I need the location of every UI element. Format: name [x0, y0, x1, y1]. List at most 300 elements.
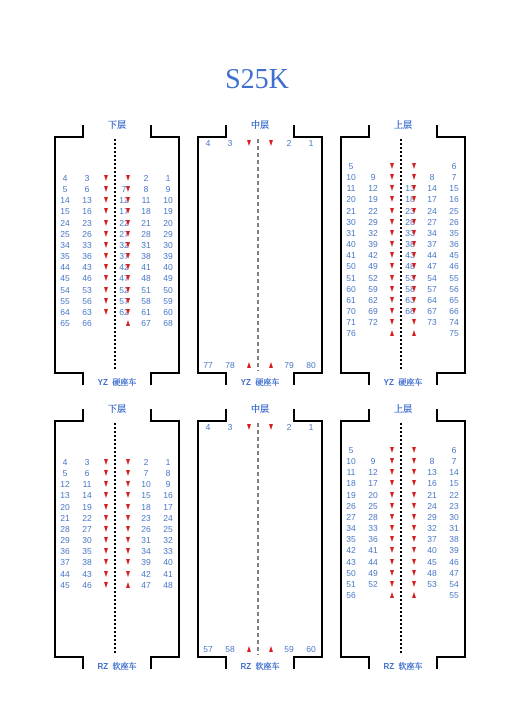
seat-number: 22 — [119, 217, 129, 228]
seat-number: 26 — [82, 228, 92, 239]
seat-row — [55, 557, 179, 568]
seat-number: 50 — [163, 284, 173, 295]
arrow-down-icon — [126, 504, 130, 510]
arrow-down-icon — [104, 470, 108, 476]
arrow-down-icon — [412, 297, 416, 303]
seat-number: 76 — [346, 328, 356, 339]
seat-number: 17 — [119, 206, 129, 217]
seat-number: 47 — [141, 579, 151, 590]
seat-number: 27 — [82, 523, 92, 534]
coach-panel — [55, 404, 179, 671]
seat-number: 7 — [451, 172, 457, 183]
seat-number: 60 — [163, 306, 173, 317]
arrow-down-icon — [126, 492, 130, 498]
seat-number: 23 — [141, 512, 151, 523]
seat-number: 36 — [449, 239, 459, 250]
seat-number: 5 — [348, 445, 354, 455]
seat-row — [341, 273, 465, 284]
seat-number: 5 — [348, 161, 354, 171]
seat-number: 3 — [84, 457, 90, 467]
seat-number: 68 — [163, 317, 173, 328]
coach-type-label: RZ 软座车 — [383, 662, 423, 671]
seat-row — [341, 467, 465, 478]
arrow-down-icon — [104, 275, 108, 281]
seat-number: 24 — [427, 205, 437, 216]
seat-row — [55, 285, 179, 296]
seat-number: 48 — [163, 579, 173, 590]
arrow-down-icon — [390, 503, 394, 509]
seat-number: 26 — [449, 216, 459, 227]
arrow-down-icon — [104, 197, 108, 203]
seat-number: 54 — [427, 272, 437, 283]
seat-row — [341, 217, 465, 228]
seat-number: 24 — [427, 500, 437, 511]
seat-number: 25 — [163, 523, 173, 534]
seat-number: 47 — [427, 261, 437, 272]
seat-row — [341, 328, 465, 339]
seat-row — [55, 546, 179, 557]
arrow-down-icon — [390, 174, 394, 180]
arrow-down-icon — [126, 231, 130, 237]
seat-number: 29 — [427, 511, 437, 522]
arrow-down-icon — [126, 220, 130, 226]
arrow-down-icon — [104, 492, 108, 498]
arrow-down-icon — [126, 275, 130, 281]
arrow-down-icon — [390, 185, 394, 191]
seat-number: 42 — [119, 262, 129, 273]
arrow-down-icon — [126, 186, 130, 192]
coach-outline — [198, 137, 322, 373]
seat-row — [341, 284, 465, 295]
seat-number: 10 — [163, 195, 173, 206]
seat-number: 2 — [286, 422, 292, 432]
seat-number: 20 — [60, 501, 70, 512]
seat-number: 56 — [82, 295, 92, 306]
deck-label: 上层 — [393, 404, 412, 414]
seat-number: 8 — [165, 468, 171, 479]
seat-number: 38 — [141, 251, 151, 262]
seat-number: 48 — [405, 261, 415, 272]
seat-number: 19 — [163, 206, 173, 217]
arrow-down-icon — [104, 208, 108, 214]
seat-number: 15 — [60, 206, 70, 217]
seat-number: 25 — [60, 228, 70, 239]
arrow-down-icon — [412, 319, 416, 325]
seat-number: 12 — [60, 479, 70, 490]
seat-number: 12 — [119, 195, 129, 206]
seat-number: 40 — [346, 239, 356, 250]
seat-number: 37 — [427, 239, 437, 250]
seat-row — [341, 183, 465, 194]
arrow-down-icon — [390, 536, 394, 542]
seat-number: 33 — [405, 227, 415, 238]
seat-number: 44 — [368, 556, 378, 567]
seat-number: 30 — [346, 216, 356, 227]
arrow-down-icon — [126, 459, 130, 465]
seat-number: 49 — [163, 273, 173, 284]
seat-number: 44 — [60, 568, 70, 579]
arrow-down-icon — [269, 424, 273, 430]
arrow-down-icon — [104, 175, 108, 181]
arrow-down-icon — [412, 174, 416, 180]
arrow-down-icon — [412, 208, 416, 214]
coach-panel — [198, 404, 322, 671]
seat-number: 55 — [449, 272, 459, 283]
seat-number: 75 — [449, 328, 459, 339]
seat-number: 16 — [163, 490, 173, 501]
arrow-down-icon — [412, 230, 416, 236]
seat-number: 16 — [449, 194, 459, 205]
seat-number: 15 — [449, 183, 459, 194]
seat-number: 47 — [119, 273, 129, 284]
seat-number: 41 — [346, 250, 356, 261]
arrow-up-icon — [247, 362, 251, 368]
seat-number: 11 — [346, 183, 356, 194]
seat-number: 45 — [449, 250, 459, 261]
arrow-down-icon — [269, 140, 273, 146]
arrow-down-icon — [126, 253, 130, 259]
arrow-down-icon — [412, 547, 416, 553]
deck-label: 上层 — [393, 120, 412, 130]
coach-type-label: RZ 软座车 — [240, 662, 280, 671]
arrow-up-icon — [390, 592, 394, 598]
seat-number: 22 — [82, 512, 92, 523]
arrow-down-icon — [126, 481, 130, 487]
seat-number: 74 — [449, 317, 459, 328]
seat-row — [55, 184, 179, 195]
arrow-down-icon — [390, 525, 394, 531]
seat-number: 39 — [449, 545, 459, 556]
arrow-down-icon — [390, 208, 394, 214]
arrow-down-icon — [412, 241, 416, 247]
arrow-down-icon — [390, 319, 394, 325]
arrow-down-icon — [104, 571, 108, 577]
arrow-up-icon — [390, 330, 394, 336]
seat-number: 32 — [427, 523, 437, 534]
seat-number: 27 — [427, 216, 437, 227]
seat-number: 17 — [163, 501, 173, 512]
seat-number: 18 — [141, 501, 151, 512]
seat-row — [198, 138, 322, 149]
seat-number: 58 — [141, 295, 151, 306]
arrow-down-icon — [412, 469, 416, 475]
arrow-up-icon — [126, 320, 130, 326]
arrow-down-icon — [104, 515, 108, 521]
seat-number: 68 — [405, 305, 415, 316]
seat-number: 10 — [346, 456, 356, 467]
seat-row — [198, 422, 322, 433]
seat-number: 25 — [449, 205, 459, 216]
seat-row — [341, 161, 465, 172]
seat-number: 18 — [346, 478, 356, 489]
seat-number: 11 — [141, 195, 151, 206]
seat-number: 62 — [368, 294, 378, 305]
seat-number: 31 — [141, 239, 151, 250]
arrow-down-icon — [104, 242, 108, 248]
seat-number: 23 — [405, 205, 415, 216]
seat-number: 22 — [449, 489, 459, 500]
deck-label: 中层 — [250, 404, 269, 414]
seat-row — [55, 173, 179, 184]
seat-number: 32 — [368, 227, 378, 238]
arrow-down-icon — [104, 231, 108, 237]
arrow-down-icon — [126, 208, 130, 214]
seat-number: 3 — [84, 173, 90, 183]
seat-number: 52 — [368, 578, 378, 589]
seat-row — [55, 524, 179, 535]
seat-number: 9 — [370, 456, 376, 467]
arrow-down-icon — [104, 309, 108, 315]
seat-number: 37 — [427, 534, 437, 545]
arrow-down-icon — [126, 309, 130, 315]
seat-number: 12 — [368, 183, 378, 194]
arrow-down-icon — [126, 298, 130, 304]
arrow-down-icon — [390, 286, 394, 292]
seat-number: 14 — [82, 490, 92, 501]
arrow-down-icon — [412, 185, 416, 191]
arrow-down-icon — [247, 140, 251, 146]
seat-row — [55, 457, 179, 468]
seat-number: 61 — [141, 306, 151, 317]
seat-number: 4 — [205, 422, 211, 432]
arrow-down-icon — [126, 197, 130, 203]
right-wall — [294, 409, 322, 669]
seat-number: 22 — [368, 205, 378, 216]
arrow-up-icon — [269, 646, 273, 652]
arrow-down-icon — [412, 219, 416, 225]
seat-number: 32 — [119, 239, 129, 250]
seat-number: 23 — [82, 217, 92, 228]
seat-number: 13 — [82, 195, 92, 206]
deck-label: 下层 — [107, 404, 126, 414]
seat-number: 38 — [405, 239, 415, 250]
arrow-down-icon — [104, 526, 108, 532]
seat-row — [341, 501, 465, 512]
arrow-up-icon — [269, 362, 273, 368]
seat-row — [55, 206, 179, 217]
coach-type-label: YZ 硬座车 — [97, 378, 137, 387]
arrow-down-icon — [390, 308, 394, 314]
seat-row — [341, 239, 465, 250]
arrow-down-icon — [412, 570, 416, 576]
seat-row — [55, 296, 179, 307]
seat-number: 7 — [143, 468, 149, 479]
seat-number: 59 — [163, 295, 173, 306]
seat-row — [341, 478, 465, 489]
seat-number: 8 — [429, 456, 435, 467]
seat-number: 47 — [449, 567, 459, 578]
seat-number: 57 — [119, 295, 129, 306]
seat-number: 6 — [84, 468, 90, 479]
arrow-down-icon — [412, 525, 416, 531]
arrow-down-icon — [104, 220, 108, 226]
seat-number: 35 — [449, 227, 459, 238]
arrow-down-icon — [390, 480, 394, 486]
seat-number: 2 — [286, 138, 292, 148]
seat-number: 54 — [60, 284, 70, 295]
seat-number: 55 — [60, 295, 70, 306]
seat-number: 35 — [82, 546, 92, 557]
seat-number: 52 — [368, 272, 378, 283]
seat-number: 20 — [163, 217, 173, 228]
coach-panel — [341, 404, 465, 671]
seat-number: 9 — [165, 184, 171, 195]
seat-row — [341, 456, 465, 467]
arrow-up-icon — [412, 592, 416, 598]
seat-number: 77 — [203, 360, 213, 370]
seat-number: 17 — [368, 478, 378, 489]
arrow-down-icon — [126, 242, 130, 248]
seat-number: 51 — [141, 284, 151, 295]
coach-type-label: RZ 软座车 — [97, 662, 137, 671]
seat-row — [55, 468, 179, 479]
seat-number: 7 — [121, 184, 127, 195]
seat-number: 18 — [141, 206, 151, 217]
arrow-down-icon — [126, 537, 130, 543]
seat-number: 21 — [427, 489, 437, 500]
seat-number: 44 — [60, 262, 70, 273]
seat-row — [55, 240, 179, 251]
seat-number: 6 — [451, 161, 457, 171]
arrow-down-icon — [390, 230, 394, 236]
seat-number: 33 — [82, 239, 92, 250]
seat-number: 58 — [405, 283, 415, 294]
seat-number: 34 — [346, 523, 356, 534]
seat-row — [55, 251, 179, 262]
seat-number: 36 — [82, 251, 92, 262]
seat-row — [55, 307, 179, 318]
seat-row — [341, 317, 465, 328]
arrow-down-icon — [412, 196, 416, 202]
seat-number: 26 — [141, 523, 151, 534]
seat-number: 1 — [308, 422, 314, 432]
seat-number: 42 — [346, 545, 356, 556]
seat-number: 33 — [163, 546, 173, 557]
seat-number: 1 — [308, 138, 314, 148]
seat-number: 41 — [163, 568, 173, 579]
seat-number: 52 — [119, 284, 129, 295]
seat-row — [55, 513, 179, 524]
seat-number: 67 — [427, 305, 437, 316]
seat-number: 64 — [427, 294, 437, 305]
seat-row — [55, 479, 179, 490]
seat-number: 79 — [284, 360, 294, 370]
seat-row — [198, 644, 322, 655]
seat-number: 62 — [119, 306, 129, 317]
seat-number: 21 — [141, 217, 151, 228]
arrow-down-icon — [390, 163, 394, 169]
arrow-down-icon — [390, 252, 394, 258]
seat-number: 51 — [346, 272, 356, 283]
seat-number: 78 — [225, 360, 235, 370]
arrow-down-icon — [390, 447, 394, 453]
seat-number: 12 — [368, 467, 378, 478]
arrow-down-icon — [126, 175, 130, 181]
seat-number: 19 — [368, 194, 378, 205]
seat-number: 56 — [449, 283, 459, 294]
arrow-down-icon — [390, 275, 394, 281]
coach-type-label: YZ 硬座车 — [383, 378, 423, 387]
seat-number: 30 — [449, 511, 459, 522]
arrow-down-icon — [390, 514, 394, 520]
seat-row — [55, 318, 179, 329]
arrow-down-icon — [104, 481, 108, 487]
coach-panel — [198, 120, 322, 387]
seat-row — [55, 502, 179, 513]
seat-number: 30 — [82, 535, 92, 546]
seat-row — [55, 273, 179, 284]
arrow-down-icon — [104, 264, 108, 270]
seat-number: 33 — [368, 523, 378, 534]
arrow-down-icon — [126, 287, 130, 293]
seat-number: 56 — [346, 589, 356, 600]
arrow-down-icon — [126, 548, 130, 554]
seat-row — [341, 545, 465, 556]
seat-number: 25 — [368, 500, 378, 511]
seat-number: 38 — [82, 557, 92, 568]
seat-number: 3 — [227, 422, 233, 432]
seat-number: 6 — [84, 184, 90, 195]
seat-number: 34 — [427, 227, 437, 238]
deck-label: 下层 — [107, 120, 126, 130]
seat-number: 15 — [449, 478, 459, 489]
arrow-down-icon — [104, 253, 108, 259]
seat-number: 3 — [227, 138, 233, 148]
seat-row — [341, 523, 465, 534]
arrow-down-icon — [390, 458, 394, 464]
seat-number: 38 — [449, 534, 459, 545]
seat-number: 19 — [346, 489, 356, 500]
seat-number: 64 — [60, 306, 70, 317]
seat-number: 66 — [82, 317, 92, 328]
seat-number: 31 — [346, 227, 356, 238]
seat-row — [341, 172, 465, 183]
seat-number: 37 — [60, 557, 70, 568]
seat-number: 20 — [346, 194, 356, 205]
seat-number: 71 — [346, 317, 356, 328]
seat-row — [341, 206, 465, 217]
seat-number: 39 — [141, 557, 151, 568]
seat-number: 28 — [60, 523, 70, 534]
seat-number: 60 — [346, 283, 356, 294]
arrow-down-icon — [247, 424, 251, 430]
seat-row — [55, 195, 179, 206]
seat-number: 9 — [370, 172, 376, 183]
seat-number: 11 — [82, 479, 92, 490]
seat-number: 7 — [451, 456, 457, 467]
seat-row — [55, 569, 179, 580]
seat-number: 36 — [368, 534, 378, 545]
deck-label: 中层 — [250, 120, 269, 130]
arrow-down-icon — [412, 581, 416, 587]
seat-number: 40 — [427, 545, 437, 556]
arrow-down-icon — [104, 298, 108, 304]
seat-number: 39 — [163, 251, 173, 262]
seat-number: 50 — [346, 567, 356, 578]
seat-number: 35 — [60, 251, 70, 262]
seat-number: 13 — [427, 467, 437, 478]
seat-number: 40 — [163, 557, 173, 568]
seat-number: 2 — [143, 457, 149, 467]
arrow-down-icon — [104, 287, 108, 293]
arrow-down-icon — [412, 503, 416, 509]
arrow-down-icon — [412, 559, 416, 565]
arrow-down-icon — [390, 469, 394, 475]
seat-number: 20 — [368, 489, 378, 500]
seat-number: 18 — [405, 194, 415, 205]
seat-row — [341, 512, 465, 523]
seat-number: 63 — [82, 306, 92, 317]
